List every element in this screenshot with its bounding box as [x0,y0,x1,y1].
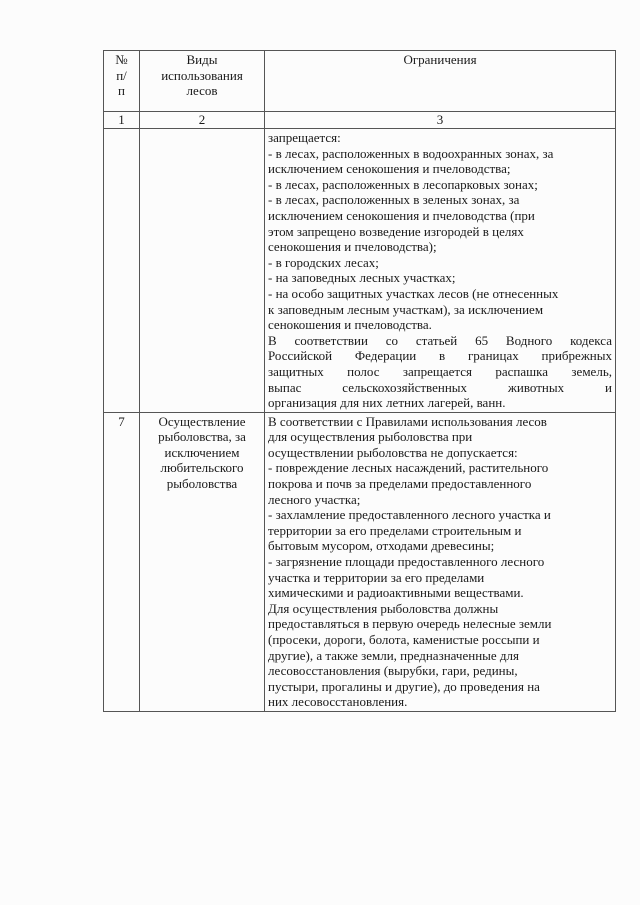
header-restrictions: Ограничения [265,51,616,112]
text-line: - в лесах, расположенных в лесопарковых зонах; [268,176,538,192]
usage-type-line: Осуществление [158,413,246,429]
row-restrictions [265,412,616,711]
text-line: сенокошения и пчеловодства); [268,239,437,255]
text-line: защитных полос запрещается распашка земель, [268,363,612,379]
text-line: В соответствии с Правилами использования лесов [268,413,547,429]
text-line: пустыри, прогалины и другие), до проведения на [268,678,540,694]
text-line: них лесовосстановления. [268,694,408,710]
text-line: этом запрещено возведение изгородей в целях [268,223,524,239]
row-usage-type [140,412,265,711]
text-line: исключением сенокошения и пчеловодства; [268,161,511,177]
header-number-line: п/ [116,67,127,83]
column-number-2: 2 [140,112,265,129]
text-line: покрова и почв за пределами предоставленного [268,476,532,492]
text-line: запрещается: [268,130,341,145]
text-line: - на заповедных лесных участках; [268,270,456,286]
text-line: - повреждение лесных насаждений, растительного [268,460,549,476]
table-row [104,129,616,413]
usage-type-line: рыболовства, за [158,429,246,445]
header-usage-line: использования [161,67,243,83]
header-usage-line: Виды [186,52,218,67]
text-line: территории за его пределами строительным и [268,522,522,538]
text-line: другие), а также земли, предназначенные для [268,647,519,663]
text-line: сенокошения и пчеловодства. [268,317,432,333]
header-number-line: № [115,52,128,67]
column-number-3: 3 [265,112,616,129]
text-line: (просеки, дороги, болота, каменистые россыпи и [268,632,540,647]
text-line: лесного участка; [268,491,361,507]
header-usage-line: лесов [186,83,218,99]
usage-type-line: любительского [160,460,244,476]
text-line: В соответствии со статьей 65 Водного кодекса [268,332,612,348]
header-number [104,51,140,112]
row-usage-type [140,129,265,413]
row-restrictions [265,129,616,413]
text-line: - в городских лесах; [268,254,379,270]
text-line: участка и территории за его пределами [268,569,485,585]
row-number [104,129,140,413]
usage-type-line: исключением [164,444,240,460]
text-line: Российской Федерации в границах прибрежных [268,348,612,364]
column-number-1: 1 [104,112,140,129]
text-line: химическими и радиоактивными веществами. [268,585,524,601]
text-line: для осуществления рыболовства при [268,429,473,445]
text-line: выпас сельскохозяйственных животных и [268,379,612,395]
usage-type-line: рыболовства [166,476,238,492]
text-line: исключением сенокошения и пчеловодства (при [268,207,535,223]
text-line: к заповедным лесным участкам), за исключением [268,301,544,317]
text-line: - в лесах, расположенных в водоохранных зонах, за [268,145,554,161]
text-line: бытовым мусором, отходами древесины; [268,538,495,554]
header-number-line: п [118,83,125,99]
text-line: лесовосстановления (вырубки, гари, редины, [268,663,518,679]
row-number: 7 [104,412,140,711]
text-line: - в лесах, расположенных в зеленых зонах, за [268,192,520,208]
text-line: организация для них летних лагерей, ванн. [268,395,506,411]
restrictions-table [103,50,616,712]
header-usage-type [140,51,265,112]
text-line: - захламление предоставленного лесного участка и [268,507,551,523]
table-row [104,412,616,711]
text-line: осуществлении рыболовства не допускается: [268,444,518,460]
text-line: - на особо защитных участках лесов (не отнесенных [268,285,559,301]
text-line: предоставляться в первую очередь нелесные земли [268,616,552,632]
text-line: - загрязнение площади предоставленного лесного [268,554,545,570]
column-numbers-row [104,112,616,129]
text-line: Для осуществления рыболовства должны [268,600,499,616]
table-header-row [104,51,616,112]
